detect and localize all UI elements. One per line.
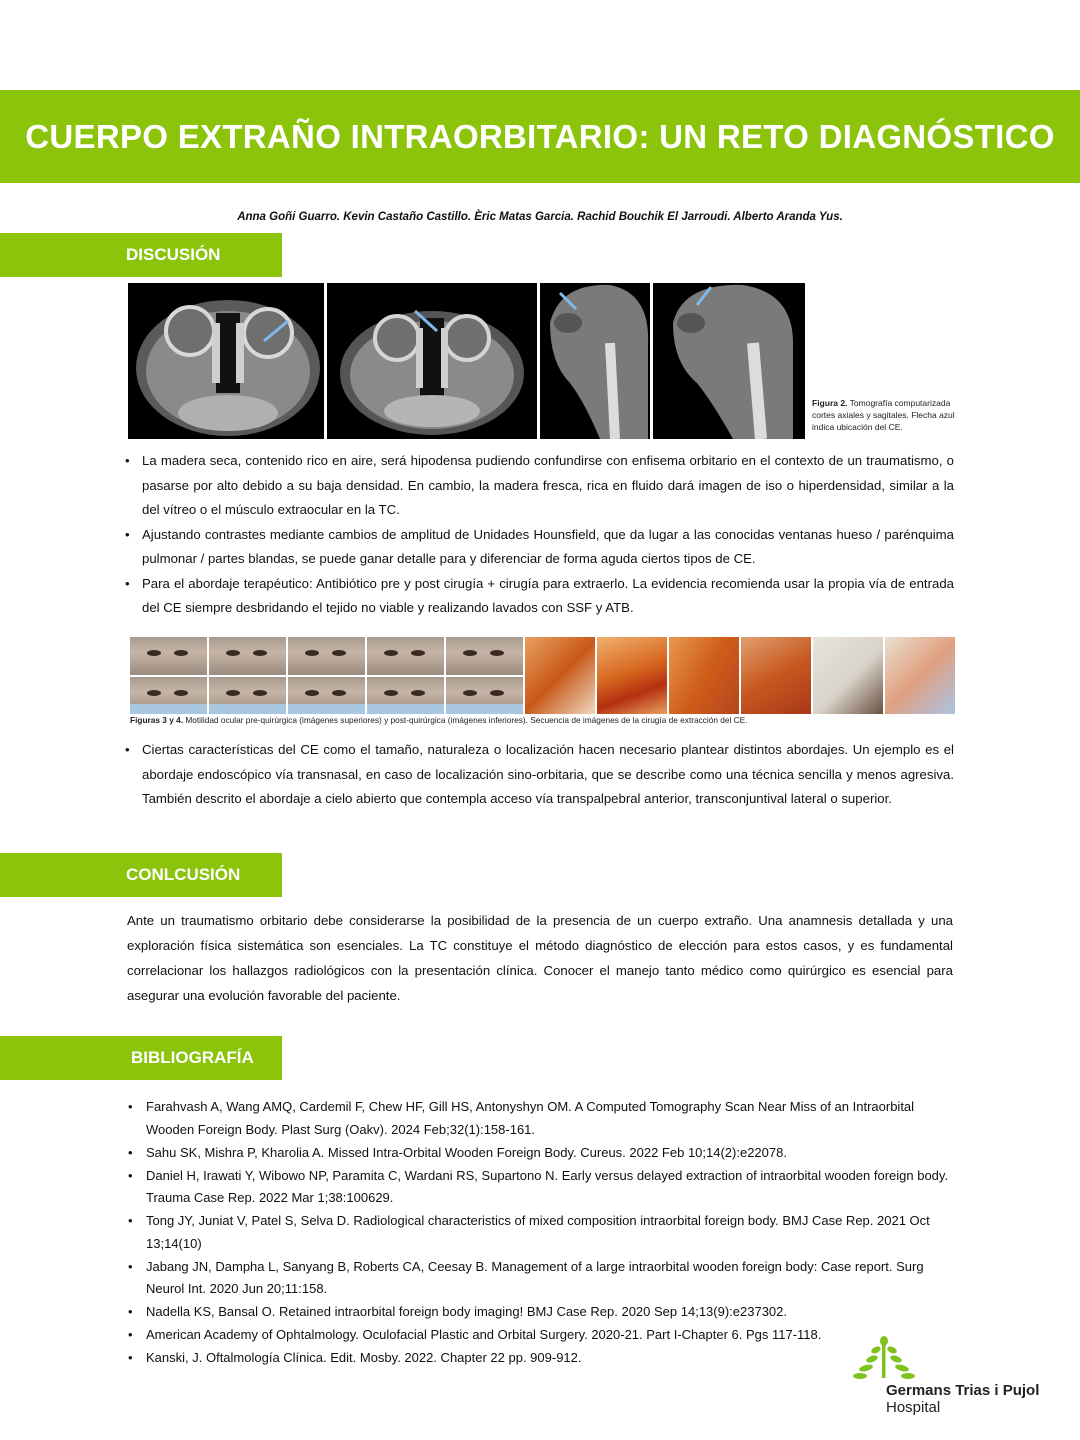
section-header-discussion: DISCUSIÓN [0,233,282,277]
bibliography-item: • Jabang JN, Dampha L, Sanyang B, Roberts CA, Ceesay B. Management of a large intraorbital wooden foreign body: Case report. Surg Neurol Int. 2020 Jun 20;11:158. [128,1256,958,1301]
eye-photo [209,677,286,715]
section-header-conclusion: CONLCUSIÓN [0,853,282,897]
logo-subtitle: Hospital [886,1399,941,1416]
eye-photo [209,637,286,675]
eye-photo [446,637,523,675]
ocular-motility-grid [130,637,523,714]
figure-3-4-caption [130,715,748,725]
surgery-photo [669,637,739,714]
list-item: • Ciertas características del CE como el tamaño, naturaleza o localización hacen necesario plantear distintos abordajes. Un ejemplo es el abordaje endoscópico vía transnasal, en caso de localización sino-orbitaria, que se describe como una técnica sencilla y menos agresiva. También descrito el abordaje a cielo abierto que contempla acceso vía transpalpebral anterior, transconjuntival lateral o superior. [125,738,954,812]
eye-photo [367,637,444,675]
bibliography-item: • Sahu SK, Mishra P, Kharolia A. Missed Intra-Orbital Wooden Foreign Body. Cureus. 2022 Feb 10;14(2):e22078. [128,1142,958,1165]
logo-name: Germans Trias i Pujol [886,1382,1040,1399]
poster-title: CUERPO EXTRAÑO INTRAORBITARIO: UN RETO DIAGNÓSTICO [25,117,1055,155]
tree-logo-icon [848,1336,1048,1416]
ct-sagittal-1-image [540,283,650,439]
section-header-bibliography: BIBLIOGRAFÍA [0,1036,282,1080]
ct-sagittal-1 [540,283,650,439]
ct-axial-1-image [128,283,324,439]
surgery-photo [813,637,883,714]
eye-photo [130,677,207,715]
eye-photo [446,677,523,715]
ct-axial-1 [128,283,324,439]
bibliography-list [128,1096,958,1370]
ct-images [128,283,805,439]
title-banner [0,90,1080,183]
ct-axial-2-image [327,283,537,439]
figure-3-4-label: Figuras 3 y 4. [130,715,184,725]
bibliography-item: • Daniel H, Irawati Y, Wibowo NP, Paramita C, Wardani RS, Supartono N. Early versus delayed extraction of intraorbital wooden foreign body. Trauma Case Rep. 2022 Mar 1;38:100629. [128,1165,958,1210]
list-item: • Para el abordaje terapéutico: Antibiótico pre y post cirugía + cirugía para extraerlo. La evidencia recomienda usar la propia vía de entrada del CE siempre desbridando el tejido no viable y realizando lavados con SSF y ATB. [125,572,954,621]
figure-2-label: Figura 2. [812,398,848,408]
eye-photo [288,637,365,675]
surgery-photo [741,637,811,714]
figure-2-text: Tomografía computarizada cortes axiales y sagitales. Flecha azul indica ubicación del CE. [812,398,955,432]
surgery-sequence [525,637,955,714]
surgery-photo [525,637,595,714]
list-item: • Ajustando contrastes mediante cambios de amplitud de Unidades Hounsfield, que da lugar a las conocidas ventanas hueso / parénquima pulmonar / partes blandas, se puede ganar detalle para y diferenciar de forma aguda ciertos tipos de CE. [125,523,954,572]
surgery-photo [885,637,955,714]
list-item: • La madera seca, contenido rico en aire, será hipodensa pudiendo confundirse con enfisema orbitario en el contexto de un traumatismo, o pasarse por alto debido a su baja densidad. En cambio, la madera fresca, rica en fluido dará imagen de iso o hiperdensidad, similar a la del vítreo o el músculo extraocular en la TC. [125,449,954,523]
figure-2-caption [812,397,970,433]
figure-3-4-text: Motilidad ocular pre-quirúrgica (imágenes superiores) y post-quirúrgica (imágenes inferiores). Secuencia de imágenes de la cirugía de extracción del CE. [185,715,748,725]
discussion-list-2 [125,738,954,812]
ct-axial-2 [327,283,537,439]
surgery-photo [597,637,667,714]
eye-photo [130,637,207,675]
eye-photo [367,677,444,715]
ct-sagittal-2 [653,283,805,439]
figure-3-4-strip [130,637,955,714]
bibliography-item: • Tong JY, Juniat V, Patel S, Selva D. Radiological characteristics of mixed composition intraorbital foreign body. BMJ Case Rep. 2021 Oct 13;14(10) [128,1210,958,1255]
eye-photo [288,677,365,715]
discussion-list [125,449,954,621]
bibliography-item: • American Academy of Ophtalmology. Oculofacial Plastic and Orbital Surgery. 2020-21. Part I-Chapter 6. Pgs 117-118. [128,1324,958,1347]
bibliography-item: • Farahvash A, Wang AMQ, Cardemil F, Chew HF, Gill HS, Antonyshyn OM. A Computed Tomography Scan Near Miss of an Intraorbital Wooden Foreign Body. Plast Surg (Oakv). 2024 Feb;32(1):158-161. [128,1096,958,1141]
conclusion-text: Ante un traumatismo orbitario debe considerarse la posibilidad de la presencia de un cuerpo extraño. Una anamnesis detallada y una exploración física sistemática son esenciales. La TC constituye el método diagnóstico de elección para estos casos, y es fundamental correlacionar los hallazgos radiológicos con la presentación clínica. Conocer el manejo tanto médico como quirúrgico es esencial para asegurar una evolución favorable del paciente. [127,913,953,1003]
authors: Anna Goñi Guarro. Kevin Castaño Castillo. Èric Matas Garcia. Rachid Bouchik El Jarroudi. Alberto Aranda Yus. [237,211,843,223]
bibliography-item: • Kanski, J. Oftalmología Clínica. Edit. Mosby. 2022. Chapter 22 pp. 909-912. [128,1347,958,1370]
bibliography-item: • Nadella KS, Bansal O. Retained intraorbital foreign body imaging! BMJ Case Rep. 2020 Sep 14;13(9):e237302. [128,1301,958,1324]
ct-sagittal-2-image [653,283,805,439]
